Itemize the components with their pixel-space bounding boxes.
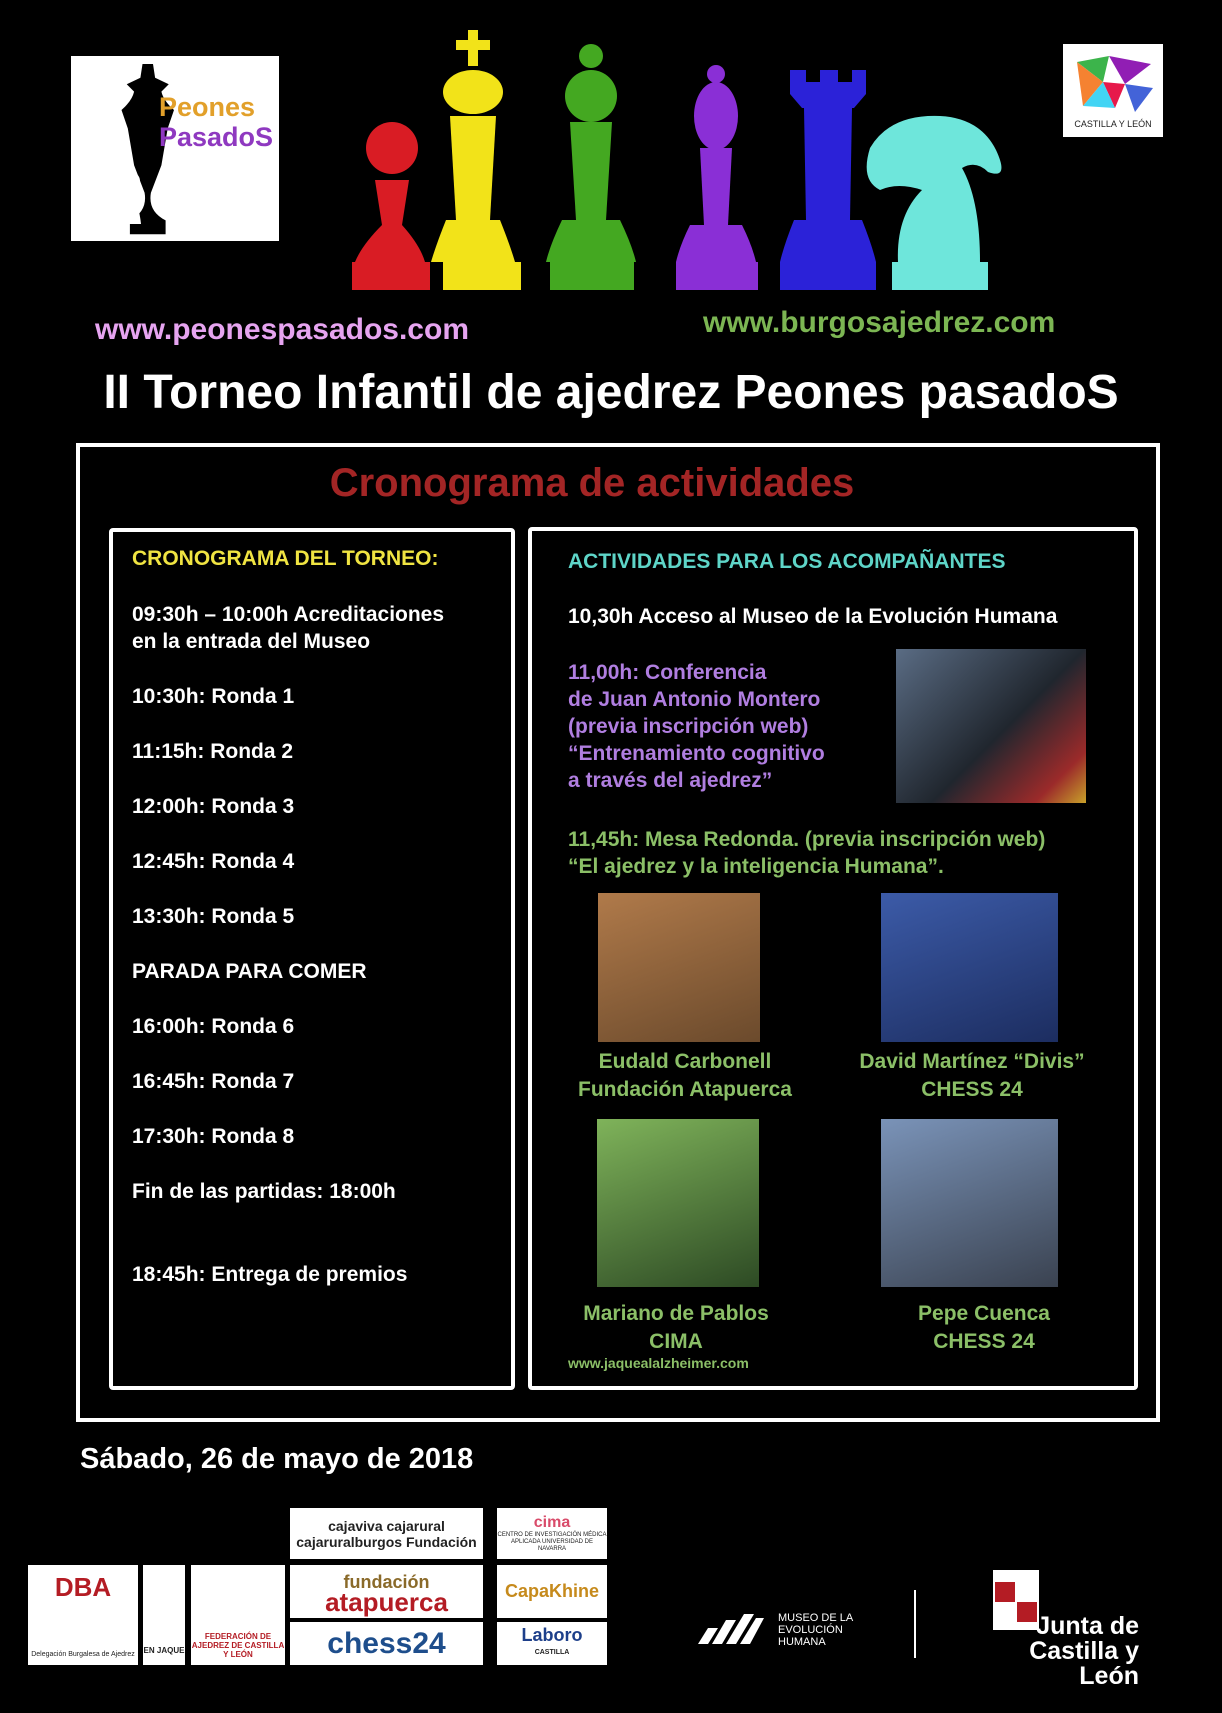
ponente-org: CHESS 24: [933, 1330, 1035, 1353]
schedule-item: en la entrada del Museo: [132, 630, 371, 653]
ponente-org: CHESS 24: [921, 1078, 1023, 1101]
atapuerca-word: atapuerca: [325, 1586, 448, 1617]
acompanantes-heading: ACTIVIDADES PARA LOS ACOMPAÑANTES: [568, 550, 1006, 573]
mesa-line: “El ajedrez y la inteligencia Humana”.: [568, 855, 944, 878]
star-logo-icon: [1063, 48, 1163, 118]
museo-stripes-icon: [698, 1614, 768, 1644]
url-peones-pasados: www.peonespasados.com: [95, 313, 469, 346]
castilla-leon-logo: [1063, 44, 1163, 137]
ponente-photo: [881, 1119, 1058, 1287]
schedule-item: 12:00h: Ronda 3: [132, 795, 295, 818]
conferencia-line: 11,00h: Conferencia: [568, 661, 767, 684]
schedule-item: 11:15h: Ronda 2: [132, 740, 294, 763]
logo-text: [159, 92, 273, 152]
cima-subtitle: CENTRO DE INVESTIGACIÓN MÉDICA APLICADA UNIVERSIDAD DE NAVARRA: [497, 1532, 607, 1552]
schedule-item: 10:30h: Ronda 1: [132, 685, 295, 708]
federacion-logo: FEDERACIÓN DE AJEDREZ DE CASTILLA Y LEÓN: [191, 1565, 285, 1665]
fundacion-atapuerca-logo: [290, 1565, 483, 1618]
fundacion-word: fundación: [343, 1571, 430, 1592]
conferencia-line: de Juan Antonio Montero: [568, 688, 821, 711]
pawn-icon: [352, 122, 430, 290]
conferencia-photo: [896, 649, 1086, 803]
ponente-card: [860, 1300, 1108, 1356]
chess24-logo: chess24: [290, 1622, 483, 1665]
cronograma-title: Cronograma de actividades: [329, 461, 855, 505]
dba-subtitle: Delegación Burgalesa de Ajedrez: [31, 1651, 135, 1658]
rook-icon: [780, 70, 876, 290]
dba-logo: [28, 1565, 138, 1665]
conferencia-line: a través del ajedrez”: [568, 769, 773, 792]
ponente-photo: [597, 1119, 759, 1287]
chess-pieces-illustration: [350, 30, 1010, 292]
ponente-name: David Martínez “Divis”: [859, 1050, 1085, 1073]
mesa-redonda-text: [568, 826, 1045, 880]
schedule-item: 18:45h: Entrega de premios: [132, 1263, 408, 1286]
laboro-word: Laboro: [521, 1624, 583, 1645]
schedule-item: 16:00h: Ronda 6: [132, 1015, 295, 1038]
schedule-item: 16:45h: Ronda 7: [132, 1070, 295, 1093]
ponente-card: [840, 1048, 1104, 1104]
schedule-item: 12:45h: Ronda 4: [132, 850, 295, 873]
conferencia-line: “Entrenamiento cognitivo: [568, 742, 825, 765]
bishop-icon: [676, 65, 758, 290]
page-title: II Torneo Infantil de ajedrez Peones pasadoS: [103, 366, 1119, 419]
laboro-subtitle: CASTILLA: [534, 1648, 570, 1656]
king-icon: [431, 30, 521, 290]
laboro-logo: [497, 1622, 607, 1665]
sponsor-divider: [914, 1590, 916, 1658]
schedule-item: 13:30h: Ronda 5: [132, 905, 295, 928]
torneo-heading: CRONOGRAMA DEL TORNEO:: [132, 547, 439, 570]
ponente-name: Eudald Carbonell: [598, 1050, 772, 1073]
logo-word-pasados: PasadoS: [159, 122, 274, 152]
ponente-org: CIMA: [649, 1330, 703, 1353]
en-jaque-logo: EN JAQUE: [143, 1565, 185, 1665]
schedule-item: PARADA PARA COMER: [132, 960, 367, 983]
conferencia-line: (previa inscripción web): [568, 715, 809, 738]
ponente-photo: [598, 893, 760, 1042]
junta-line: Castilla y León: [1029, 1637, 1139, 1690]
region-logo-caption: CASTILLA Y LEÓN: [1074, 119, 1152, 129]
schedule-item: 17:30h: Ronda 8: [132, 1125, 295, 1148]
mesa-line: 11,45h: Mesa Redonda. (previa inscripción web): [568, 828, 1046, 851]
capakhine-logo: CapaKhine: [497, 1565, 607, 1618]
ponente-name: Pepe Cuenca: [918, 1302, 1050, 1325]
ponente-name: Mariano de Pablos: [583, 1302, 769, 1325]
caja-rural-logo: cajaviva cajarural cajaruralburgos Fundación: [290, 1508, 483, 1559]
url-burgos-ajedrez: www.burgosajedrez.com: [703, 306, 1056, 339]
ponente-photo: [881, 893, 1058, 1042]
cima-logo: [497, 1508, 607, 1559]
jaque-web: www.jaquealalzheimer.com: [568, 1355, 749, 1371]
dba-word: DBA: [54, 1572, 112, 1602]
peones-pasados-logo: [71, 56, 279, 261]
cima-word: cima: [533, 1514, 571, 1531]
schedule-item: 09:30h – 10:00h Acreditaciones: [132, 603, 445, 626]
museo-access: 10,30h Acceso al Museo de la Evolución Humana: [568, 605, 1058, 628]
ponente-card: [558, 1048, 812, 1104]
junta-line: Junta de: [1036, 1612, 1139, 1640]
queen-silhouette-icon: [71, 56, 279, 261]
ponente-card: [552, 1300, 800, 1356]
schedule-item: Fin de las partidas: 18:00h: [132, 1180, 396, 1203]
museo-logo-text: MUSEO DE LA EVOLUCIÓN HUMANA: [778, 1612, 853, 1648]
junta-logo-text: [985, 1614, 1139, 1689]
event-date: Sábado, 26 de mayo de 2018: [80, 1443, 474, 1475]
ponente-org: Fundación Atapuerca: [578, 1078, 792, 1101]
logo-word-peones: Peones: [159, 92, 256, 122]
queen-icon: [546, 44, 636, 290]
knight-icon: [867, 116, 1002, 290]
conferencia-text: [568, 659, 825, 794]
